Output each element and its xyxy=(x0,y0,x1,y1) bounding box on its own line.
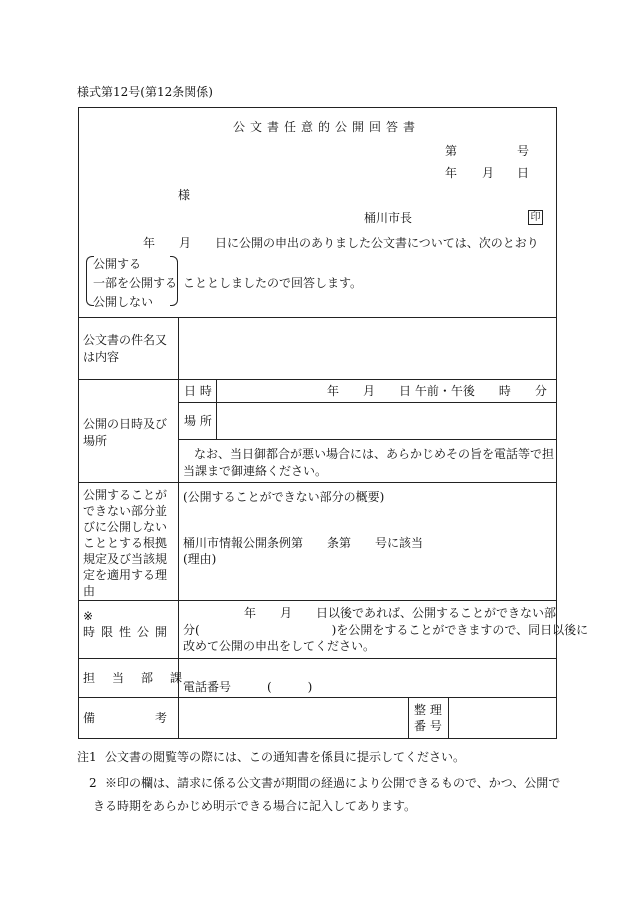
body-line-1: 年 月 日に公開の申出のありました公文書については、次のとおり xyxy=(143,236,539,250)
option-not-disclose: 公開しない xyxy=(93,295,154,309)
note-1: 公文書の閲覧等の際には、この通知書を係員に提示してください。 xyxy=(105,750,466,764)
divider-subject xyxy=(78,379,557,380)
issuer: 桶川市長 xyxy=(364,211,413,225)
schedule-note-2: 当課まで御連絡ください。 xyxy=(183,464,328,478)
partial-summary: (公開することができない部分の概要) xyxy=(183,490,385,504)
document-title: 公文書任意的公開回答書 xyxy=(233,120,421,134)
subject-label-2: は内容 xyxy=(83,350,120,364)
place-label: 場 所 xyxy=(184,414,212,428)
subject-label-1: 公文書の件名又 xyxy=(83,333,168,347)
divider-datetime xyxy=(178,402,557,403)
partial-label-5: 規定及び当該規 xyxy=(83,552,168,566)
partial-label-6: 定を適用する理 xyxy=(83,568,168,582)
option-partial-disclose: 一部を公開する xyxy=(93,276,178,290)
timelimit-line-1: 年 月 日以後であれば、公開することができない部 xyxy=(244,606,557,620)
sublabel-column-divider xyxy=(216,379,217,439)
schedule-label-1: 公開の日時及び xyxy=(83,417,168,431)
divider-department xyxy=(78,697,557,698)
partial-label-7: 由 xyxy=(83,584,96,598)
department-label: 担当部課 xyxy=(83,671,200,685)
note-2-line-1: ※印の欄は、請求に係る公文書が期間の経過により公開できるもので、かつ、公開で xyxy=(105,776,561,790)
divider-place xyxy=(178,439,557,440)
timelimit-line-3: 改めて公開の申出をしてください。 xyxy=(183,639,376,653)
remarks-label: 備考 xyxy=(83,711,228,725)
body-line-2: こととしましたので回答します。 xyxy=(183,276,363,290)
record-number-label-1: 整 理 xyxy=(414,703,442,717)
partial-ordinance: 桶川市情報公開条例第 条第 号に該当 xyxy=(183,536,424,550)
timelimit-line-2: 分( )を公開をすることができますので、同日以後に xyxy=(183,623,589,637)
date-month: 月 xyxy=(482,166,495,180)
form-number: 様式第12号(第12条関係) xyxy=(77,85,213,99)
option-disclose: 公開する xyxy=(93,257,142,271)
divider-schedule xyxy=(78,482,557,483)
timelimit-mark: ※ xyxy=(83,609,94,623)
date-day: 日 xyxy=(517,166,530,180)
timelimit-label: 時限性公開 xyxy=(83,625,174,639)
schedule-note-1: なお、当日御都合が悪い場合には、あらかじめその旨を電話等で担 xyxy=(194,447,555,461)
divider-header xyxy=(78,317,557,318)
partial-reason: (理由) xyxy=(183,552,217,566)
datetime-value: 年 月 日 午前・午後 時 分 xyxy=(327,384,547,398)
department-phone: 電話番号 ( ) xyxy=(183,680,313,694)
partial-label-1: 公開することが xyxy=(83,488,168,502)
seal-mark: 印 xyxy=(528,210,543,225)
note-1-prefix: 注1 xyxy=(77,750,97,764)
partial-label-4: こととする根拠 xyxy=(83,536,168,550)
number-label-go: 号 xyxy=(517,144,530,158)
partial-label-2: できない部分並 xyxy=(83,504,168,518)
divider-timelimit xyxy=(78,658,557,659)
schedule-label-2: 場所 xyxy=(83,434,108,448)
record-number-label-2: 番 号 xyxy=(414,719,442,733)
divider-partial xyxy=(78,600,557,601)
note-2-line-2: きる時期をあらかじめ明示できる場合に記入してあります。 xyxy=(93,799,417,813)
partial-label-3: びに公開しない xyxy=(83,520,168,534)
number-label-dai: 第 xyxy=(445,144,458,158)
record-label-right-divider xyxy=(448,697,449,739)
record-label-left-divider xyxy=(408,697,409,739)
datetime-label: 日 時 xyxy=(184,384,212,398)
note-2-prefix: 2 xyxy=(89,776,97,790)
addressee-suffix: 様 xyxy=(178,188,191,202)
date-year: 年 xyxy=(445,166,458,180)
